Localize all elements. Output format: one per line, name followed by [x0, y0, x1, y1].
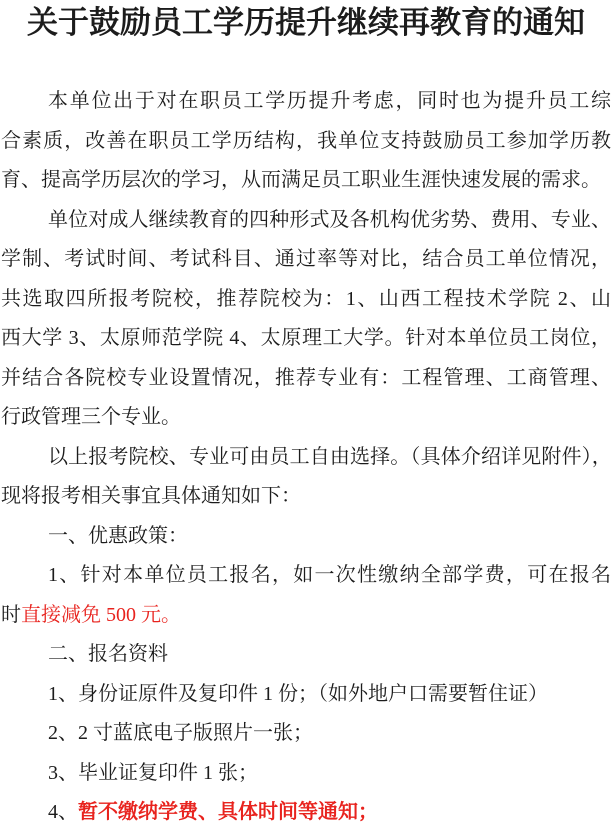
text-line	[1, 240, 611, 280]
text-line	[1, 635, 611, 675]
paragraph	[1, 714, 611, 754]
text-run: 1、身份证原件及复印件 1 份；（如外地户口需要暂住证）	[48, 682, 548, 705]
text-run: 西大学 3、太原师范学院 4、太原理工大学。针对本单位员工岗位，	[1, 327, 611, 349]
text-line	[1, 714, 611, 754]
paragraph	[1, 754, 611, 794]
text-line	[1, 517, 611, 557]
text-run: 本单位出于对在职员工学历提升考虑，同时也为提升员工综	[48, 90, 611, 112]
text-run: 共选取四所报考院校，推荐院校为：1、山西工程技术学院 2、山	[1, 287, 611, 310]
text-run: 单位对成人继续教育的四种形式及各机构优劣势、费用、专业、	[48, 208, 611, 231]
text-line	[1, 398, 611, 438]
paragraph	[1, 438, 611, 517]
text-line	[1, 675, 611, 715]
text-run: 以上报考院校、专业可由员工自由选择。（具体介绍详见附件），	[48, 445, 611, 468]
paragraph	[1, 82, 611, 201]
text-run: 学制、考试时间、考试科目、通过率等对比，结合员工单位情况，	[1, 248, 611, 270]
text-line	[1, 477, 611, 517]
document-title: 关于鼓励员工学历提升继续再教育的通知	[27, 5, 585, 40]
text-line	[1, 280, 611, 320]
text-line	[1, 122, 611, 162]
paragraph	[1, 635, 611, 675]
text-run: 一、优惠政策：	[48, 524, 188, 547]
text-run: 时	[1, 603, 21, 626]
text-line	[1, 82, 611, 122]
text-run: 4、	[48, 801, 78, 823]
text-line	[1, 161, 611, 201]
text-line	[1, 596, 611, 636]
text-line	[1, 754, 611, 794]
document-body	[1, 82, 611, 833]
text-run: 育、提高学历层次的学习，从而满足员工职业生涯快速发展的需求。	[1, 169, 601, 191]
highlighted-text-run: 直接减免 500 元。	[21, 603, 181, 626]
text-run: 现将报考相关事宜具体通知如下：	[1, 485, 301, 507]
paragraph	[1, 675, 611, 715]
text-line	[1, 201, 611, 241]
paragraph	[1, 201, 611, 438]
paragraph	[1, 517, 611, 557]
paragraph	[1, 793, 611, 833]
text-line	[1, 359, 611, 399]
text-run: 3、毕业证复印件 1 张；	[48, 761, 258, 784]
text-line	[1, 319, 611, 359]
text-run: 并结合各院校专业设置情况，推荐专业有：工程管理、工商管理、	[1, 366, 611, 389]
text-line	[1, 556, 611, 596]
highlighted-text-run: 暂不缴纳学费、具体时间等通知；	[78, 801, 378, 823]
text-run: 合素质，改善在职员工学历结构，我单位支持鼓励员工参加学历教	[1, 129, 611, 152]
text-line	[1, 438, 611, 478]
text-run: 1、针对本单位员工报名，如一次性缴纳全部学费，可在报名	[48, 564, 611, 586]
text-run: 2、2 寸蓝底电子版照片一张；	[48, 722, 313, 744]
paragraph	[1, 556, 611, 635]
text-run: 行政管理三个专业。	[1, 406, 181, 428]
text-line	[1, 793, 611, 833]
text-run: 二、报名资料	[48, 643, 168, 665]
